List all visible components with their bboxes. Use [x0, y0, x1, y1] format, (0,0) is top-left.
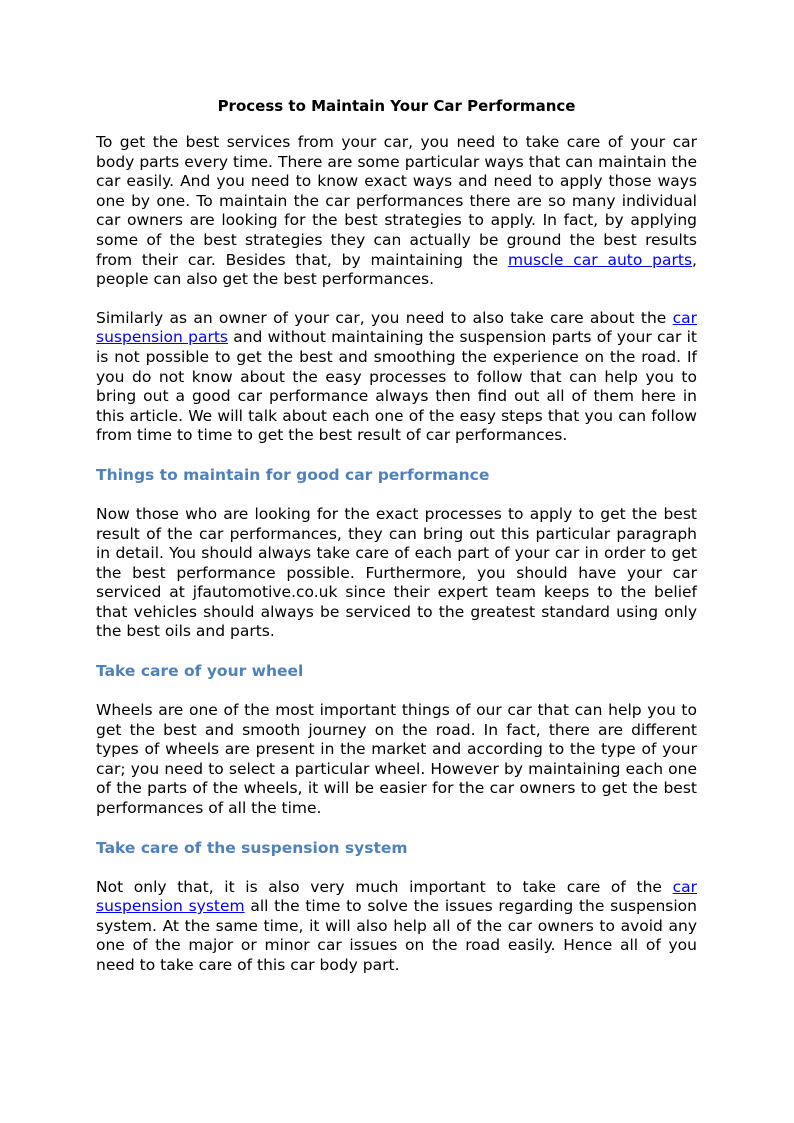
paragraph-suspension-before: Similarly as an owner of your car, you need to also take care about the — [96, 308, 673, 327]
paragraph-suspension-system-after: all the time to solve the issues regarding the suspension system. At the same time, it will also help all of the car owners to avoid any one of the major or minor car issues on the road easily. Hence all of you need to take care of this car body part. — [96, 897, 697, 974]
paragraph-suspension-system — [96, 878, 697, 976]
document-title: Process to Maintain Your Car Performance — [217, 97, 576, 115]
paragraph-wheel: Wheels are one of the most important things of our car that can help you to get the best and smooth journey on the road. In fact, there are different types of wheels are present in the market and according to the type of your car; you need to select a particular wheel. However by maintaining each one of the parts of the wheels, it will be easier for the car owners to get the best performances of all the time. — [96, 701, 697, 818]
car-suspension-parts-link[interactable]: car suspension parts — [96, 308, 697, 347]
paragraph-intro-text: To get the best services from your car, you need to take care of your car body parts every time. There are some particular ways that can maintain the car easily. And you need to know exact ways and need to apply those ways one by one. To maintain the car performances there are so many individual car owners are looking for the best strategies to apply. In fact, by applying some of the best strategies they can actually be ground the best results from their car. Besides that, by maintaining the — [96, 133, 697, 269]
muscle-car-auto-parts-link[interactable]: muscle car auto parts — [508, 250, 693, 269]
paragraph-things-to-maintain: Now those who are looking for the exact processes to apply to get the best result of the car performances, they can bring out this particular paragraph in detail. You should always take care of each part of your car in order to get the best performance possible. Furthermore, you should have your car serviced at jfautomotive.co.uk since their expert team keeps to the belief that vehicles should always be serviced to the greatest standard using only the best oils and parts. — [96, 504, 697, 641]
paragraph-suspension-after: and without maintaining the suspension parts of your car it is not possible to get the best and smoothing the experience on the road. If you do not know about the easy processes to follow that can help you to bring out a good car performance always then find out all of them here in this article. We will talk about each one of the easy steps that you can follow from time to time to get the best result of car performances. — [96, 328, 697, 445]
document-page — [96, 96, 697, 995]
car-suspension-system-link[interactable]: car suspension system — [96, 877, 697, 916]
heading-wheel: Take care of your wheel — [96, 662, 304, 681]
heading-suspension-system: Take care of the suspension system — [96, 838, 408, 857]
paragraph-intro — [96, 133, 697, 290]
paragraph-intro-after: , people can also get the best performances. — [96, 250, 697, 289]
paragraph-suspension-system-before: Not only that, it is also very much important to take care of the — [96, 877, 673, 896]
heading-things-to-maintain: Things to maintain for good car performance — [96, 465, 490, 484]
paragraph-suspension-parts — [96, 309, 697, 446]
